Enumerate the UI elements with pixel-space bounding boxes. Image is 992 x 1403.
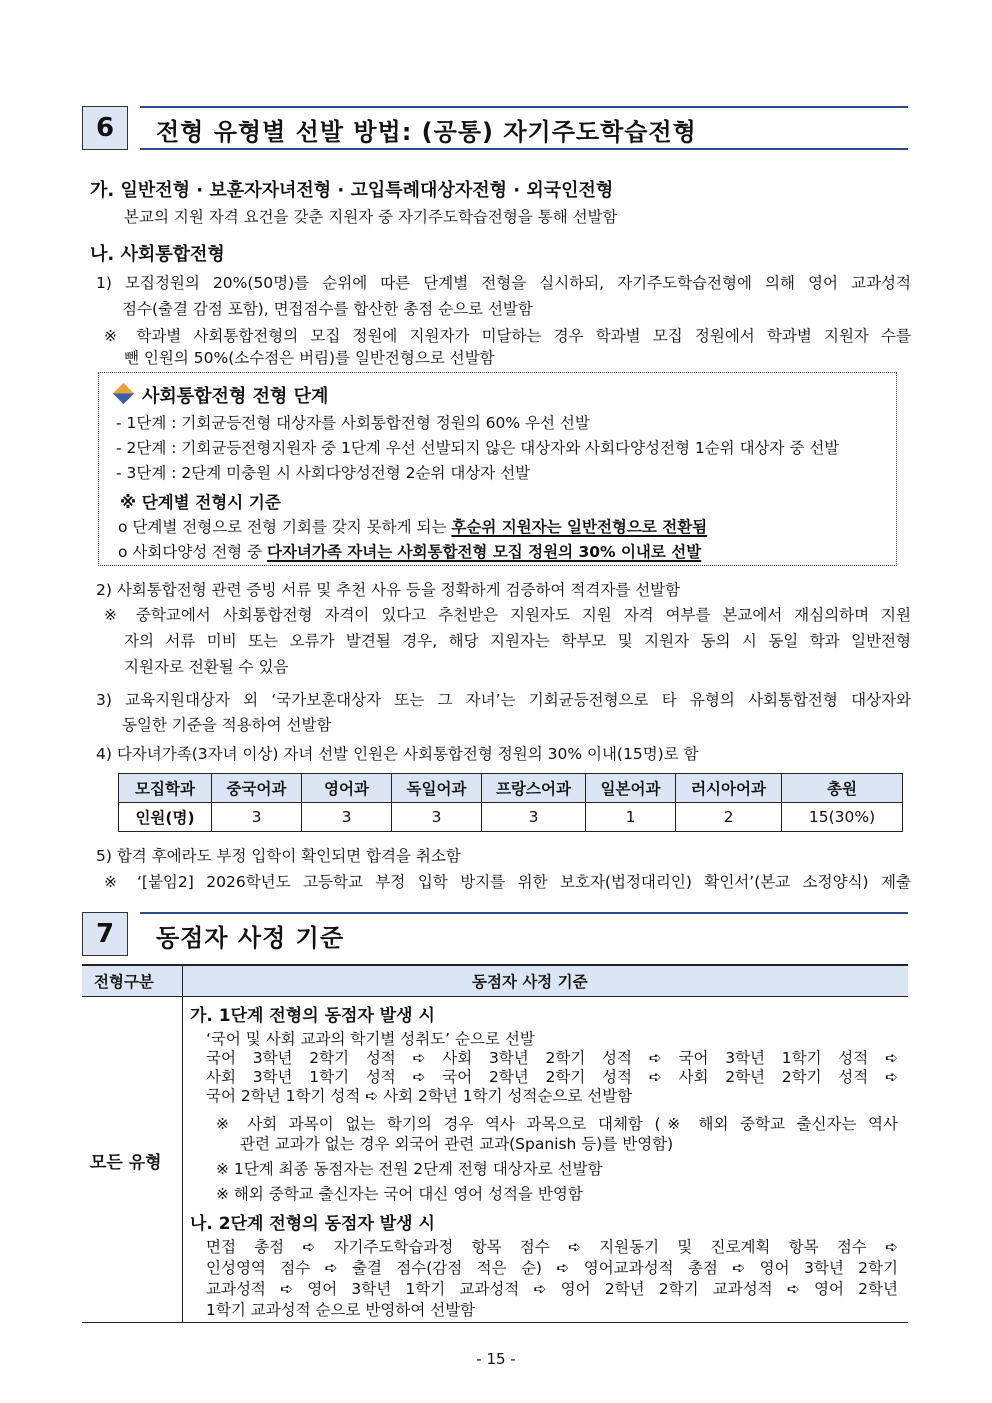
col-header-type: 전형구분 xyxy=(94,973,154,991)
note-1-cont: 뺀 인원의 50%(소수점은 버림)를 일반전형으로 선발함 xyxy=(124,349,495,367)
note-2: ※ 중학교에서 사회통합전형 자격이 있다고 추천받은 지원자도 지원 자격 여부를 본교에서 재심의하며 지원 xyxy=(104,606,911,624)
order-line: 사회 3학년 1학기 성적 ➪ 국어 2학년 2학기 성적 ➪ 사회 2학년 2학기 성적 ➪ xyxy=(206,1068,898,1086)
item-5: 5) 합격 후에라도 부정 입학이 확인되면 합격을 취소함 xyxy=(96,847,461,865)
item-3: 3) 교육지원대상자 외 ‘국가보훈대상자 또는 그 자녀’는 기회균등전형으로 타 유형의 사회통합전형 대상자와 xyxy=(96,691,911,709)
section-7-header xyxy=(82,912,908,958)
note: ※ 해외 중학교 출신자는 국어 대신 영어 성적을 반영함 xyxy=(216,1185,583,1203)
order-line: 1학기 교과성적 순으로 반영하여 선발함 xyxy=(206,1301,476,1319)
section-number: 7 xyxy=(82,912,128,956)
table-header-cell: 영어과 xyxy=(302,774,392,803)
paragraph: 본교의 지원 자격 요건을 갖춘 지원자 중 자기주도학습전형을 통해 선발함 xyxy=(124,208,618,226)
section-6-header xyxy=(82,106,908,152)
divider xyxy=(140,106,908,108)
criteria-2-emphasis: 다자녀가족 자녀는 사회통합전형 모집 정원의 30% 이내로 선발 xyxy=(266,543,702,561)
stage-2: - 2단계 : 기회균등전형지원자 중 1단계 우선 선발되지 않은 대상자와 사회다양성전형 1순위 대상자 중 선발 xyxy=(116,439,840,457)
table-bottom-rule xyxy=(82,1322,908,1323)
row-label: 모든 유형 xyxy=(90,1153,162,1173)
table-header-cell: 독일어과 xyxy=(392,774,482,803)
note-2-cont: 자의 서류 미비 또는 오류가 발견될 경우, 해당 지원자는 학부모 및 지원자 동의 시 동일 학과 일반전형 xyxy=(124,632,911,650)
section-title: 동점자 사정 기준 xyxy=(156,924,344,952)
table-header-cell: 일본어과 xyxy=(586,774,676,803)
order-line: 인성영역 점수 ➪ 출결 점수(감점 적은 순) ➪ 영어교과성적 총점 ➪ 영어 3학년 2학기 xyxy=(206,1259,898,1277)
order-line: 국어 2학년 1학기 성적 ➪ 사회 2학년 1학기 성적순으로 선발함 xyxy=(206,1087,633,1105)
section-title: 전형 유형별 선발 방법: (공통) 자기주도학습전형 xyxy=(156,118,697,146)
subheading-na: 나. 사회통합전형 xyxy=(90,244,225,265)
divider xyxy=(140,912,908,914)
table-cell: 15(30%) xyxy=(782,803,903,832)
order-line: 교과성적 ➪ 영어 3학년 1학기 교과성적 ➪ 영어 2학년 2학기 교과성적 ➪ 영어 2학년 xyxy=(206,1280,898,1298)
criteria-1 xyxy=(118,515,707,537)
stage-3: - 3단계 : 2단계 미충원 시 사회다양성전형 2순위 대상자 선발 xyxy=(116,464,531,482)
table-cell: 3 xyxy=(392,803,482,832)
table-header-cell: 총원 xyxy=(782,774,903,803)
table-cell: 1 xyxy=(586,803,676,832)
order-line: 면접 총점 ➪ 자기주도학습과정 항목 점수 ➪ 지원동기 및 진로계획 항목 점수 ➪ xyxy=(206,1238,898,1256)
criteria-2 xyxy=(118,540,701,562)
table-cell: 3 xyxy=(212,803,302,832)
col-header-criteria: 동점자 사정 기준 xyxy=(472,973,588,991)
item-1: 1) 모집정원의 20%(50명)를 순위에 따른 단계별 전형을 실시하되, 자기주도학습전형에 의해 영어 교과성적 xyxy=(96,274,911,292)
quota-table xyxy=(118,773,903,832)
item-3-cont: 동일한 기준을 적용하여 선발함 xyxy=(122,716,332,734)
column-divider xyxy=(182,964,183,1322)
table-header-row xyxy=(119,774,903,803)
item-2: 2) 사회통합전형 관련 증빙 서류 및 추천 사유 등을 정확하게 검증하여 적격자를 선발함 xyxy=(96,581,681,599)
criteria-1-text: o 단계별 전형으로 전형 기회를 갖지 못하게 되는 xyxy=(118,518,452,536)
subheading-na: 나. 2단계 전형의 동점자 발생 시 xyxy=(190,1214,435,1234)
item-4: 4) 다자녀가족(3자녀 이상) 자녀 선발 인원은 사회통합전형 정원의 30% 이내(15명)로 함 xyxy=(96,745,699,763)
box-title: 사회통합전형 전형 단계 xyxy=(142,386,329,407)
page-number: - 15 - xyxy=(476,1350,516,1368)
subheading-ga: 가. 일반전형 · 보훈자자녀전형 · 고입특례대상자전형 · 외국인전형 xyxy=(90,180,614,201)
note-2-cont: 지원자로 전환될 수 있음 xyxy=(124,658,289,676)
note-cont: 관련 교과가 없는 경우 외국어 관련 교과(Spanish 등)를 반영함) xyxy=(240,1135,674,1153)
note-1: ※ 학과별 사회통합전형의 모집 정원에 지원자가 미달하는 경우 학과별 모집 정원에서 학과별 지원자 수를 xyxy=(104,327,911,345)
order-line: 국어 3학년 2학기 성적 ➪ 사회 3학년 2학기 성적 ➪ 국어 3학년 1학기 성적 ➪ xyxy=(206,1049,898,1067)
table-cell: 2 xyxy=(676,803,782,832)
table-header-cell: 모집학과 xyxy=(119,774,212,803)
note: ※ 1단계 최종 동점자는 전원 2단계 전형 대상자로 선발함 xyxy=(216,1160,603,1178)
paragraph: ‘국어 및 사회 교과의 학기별 성취도’ 순으로 선발 xyxy=(206,1030,535,1048)
subheading-ga: 가. 1단계 전형의 동점자 발생 시 xyxy=(190,1006,435,1026)
table-cell: 3 xyxy=(482,803,586,832)
table-cell: 3 xyxy=(302,803,392,832)
section-number: 6 xyxy=(82,106,128,150)
table-header-cell: 러시아어과 xyxy=(676,774,782,803)
stage-1: - 1단계 : 기회균등전형 대상자를 사회통합전형 정원의 60% 우선 선발 xyxy=(116,414,590,432)
table-row xyxy=(119,803,903,832)
criteria-title: ※ 단계별 전형시 기준 xyxy=(120,493,281,512)
table-header-cell: 프랑스어과 xyxy=(482,774,586,803)
divider xyxy=(140,148,908,150)
note-5: ※ ‘[붙임2] 2026학년도 고등학교 부정 입학 방지를 위한 보호자(법정대리인) 확인서’(본교 소정양식) 제출 xyxy=(104,873,911,891)
note: ※ 사회 과목이 없는 학기의 경우 역사 과목으로 대체함 (※ 해외 중학교 출신자는 역사 xyxy=(216,1115,898,1133)
table-header-cell: 중국어과 xyxy=(212,774,302,803)
criteria-1-emphasis: 후순위 지원자는 일반전형으로 전환됨 xyxy=(451,518,708,536)
table-cell: 인원(명) xyxy=(119,803,212,832)
item-1-cont: 점수(출결 감점 포함), 면접점수를 합산한 총점 순으로 선발함 xyxy=(122,300,533,318)
criteria-2-text: o 사회다양성 전형 중 xyxy=(118,543,267,561)
